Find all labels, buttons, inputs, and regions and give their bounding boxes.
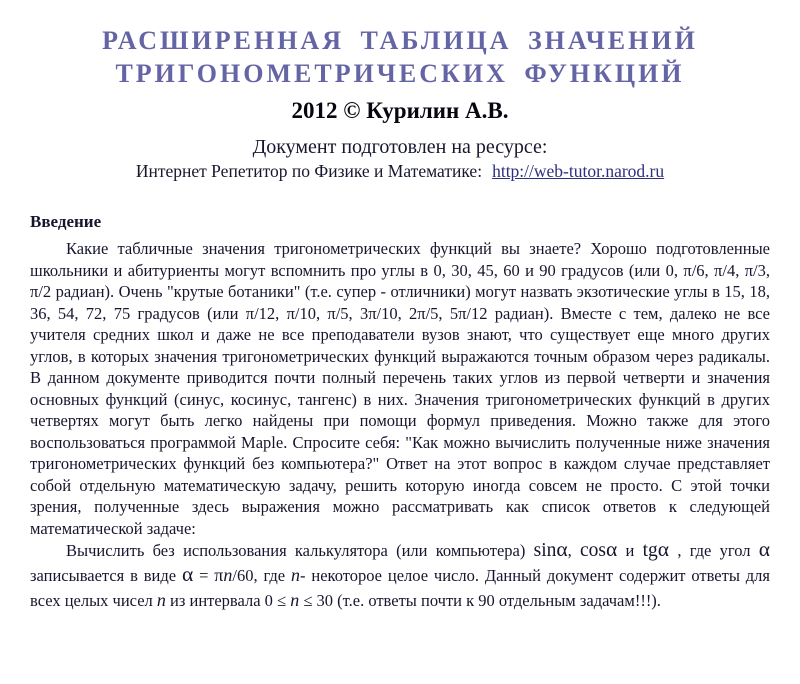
intro-paragraph-2 — [30, 539, 770, 613]
resource-line — [30, 161, 770, 182]
text-run: = — [193, 566, 215, 585]
text-run: n — [290, 590, 300, 610]
text-run: /60, где — [232, 566, 291, 585]
resource-label: Интернет Репетитор по Физике и Математике: — [135, 161, 483, 181]
text-run: - некоторое целое число. Данный документ содержит ответы для всех целых чисел — [30, 566, 770, 610]
text-run: , — [567, 541, 581, 560]
title-line-1: РАСШИРЕННАЯ ТАБЛИЦА ЗНАЧЕНИЙ — [102, 26, 698, 55]
text-run: ≤ 30 (т.е. ответы почти к 90 отдельным задачам!!!). — [299, 591, 661, 610]
text-run: записывается в виде — [30, 566, 182, 585]
prepared-line: Документ подготовлен на ресурсе: — [252, 136, 548, 158]
text-run: n — [223, 565, 233, 585]
text-run: cos — [580, 540, 607, 561]
text-run: Вычислить без использования калькулятора (или компьютера) — [66, 541, 534, 560]
introduction-heading: Введение — [30, 212, 102, 231]
text-run: и — [617, 541, 643, 560]
introduction-section — [30, 212, 770, 613]
text-run: из интервала 0 ≤ — [165, 591, 291, 610]
copyright-line: 2012 © Курилин А.В. — [291, 98, 509, 123]
text-run: α — [657, 537, 670, 561]
text-run: sin — [533, 540, 557, 561]
text-run: α — [181, 562, 194, 586]
text-run: tg — [642, 540, 658, 561]
text-run: α — [758, 537, 770, 561]
text-run: α — [606, 537, 618, 561]
text-run: α — [556, 537, 568, 561]
text-run: , где угол — [669, 541, 759, 560]
text-run: π — [214, 565, 224, 585]
intro-paragraph-1: Какие табличные значения тригонометрических функций вы знаете? Хорошо подготовленные школьники и абитуриенты могут вспомнить про углы в 0, 30, 45, 60 и 90 градусов (или 0, π/6, π/4, π/3, π/2 радиан). Очень "крутые ботаники" (т.е. супер - отличники) могут назвать экзотические углы в 15, 18, 36, 54, 72, 75 градусов (или π/12, π/10, π/5, 3π/10, 2π/5, 5π/12 радиан). Вместе с тем, далеко не все учителя средних школ и даже не все преподаватели вузов знают, что существует еще много других углов, в которых значения тригонометрических функций выражаются точным образом через радикалы. В данном документе приводится почти полный перечень таких углов из первой четверти и значения основных функций (синус, косинус, тангенс) в них. Значения тригонометрических функций в других четвертях могут быть легко найдены при помощи формул приведения. Можно также для этого воспользоваться программой Maple. Спросите себя: "Как можно вычислить полученные ниже значения тригонометрических функций без компьютера?" Ответ на этот вопрос в каждом случае представляет собой отдельную математическую задачу, решить которую иногда совсем не просто. С этой точки зрения, полученные здесь выражения можно рассматривать как список ответов к следующей математической задаче: — [30, 239, 770, 538]
text-run: n — [156, 590, 166, 610]
document-title — [30, 24, 770, 90]
resource-link[interactable]: http://web-tutor.narod.ru — [492, 161, 665, 181]
text-run: n — [291, 565, 300, 585]
title-line-2: ТРИГОНОМЕТРИЧЕСКИХ ФУНКЦИЙ — [115, 59, 685, 88]
